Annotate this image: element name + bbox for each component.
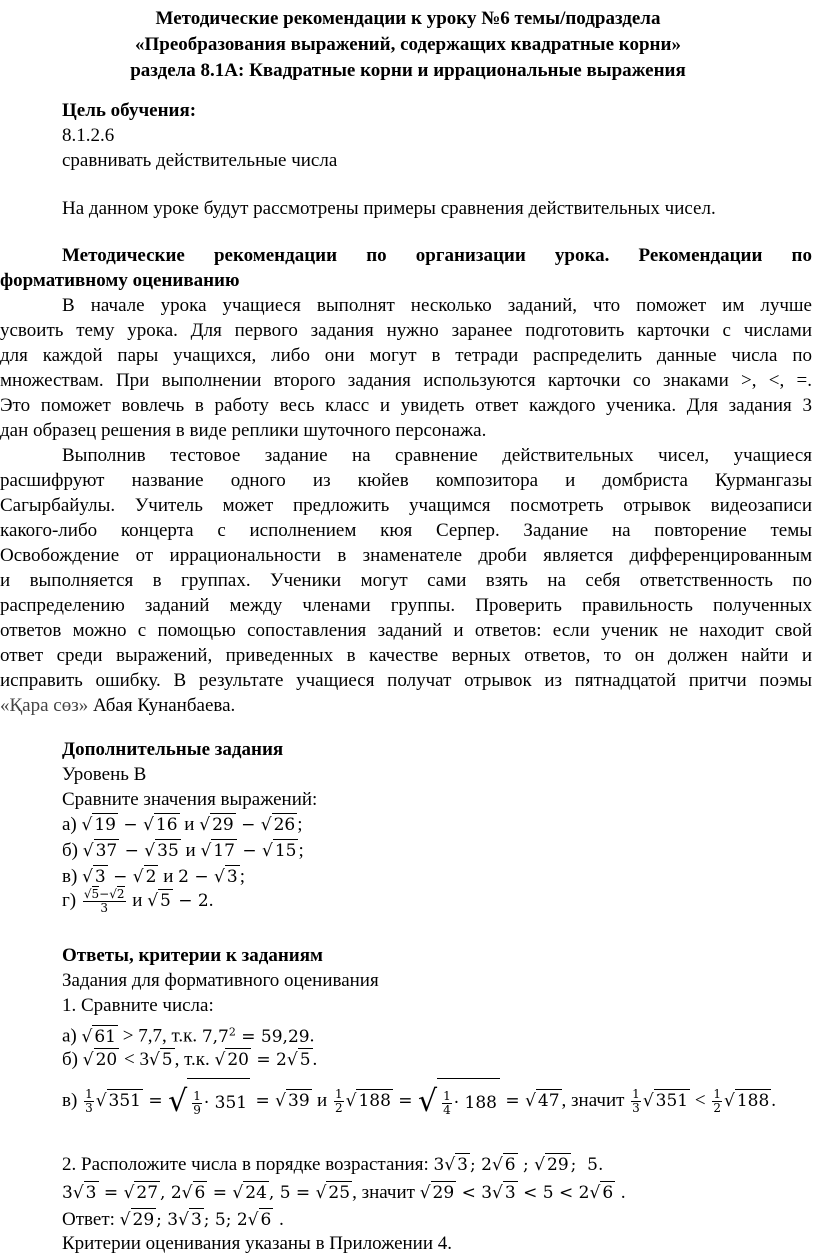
answers-heading: Ответы, критерии к заданиям <box>62 945 323 966</box>
sqrt-expr: √ 188 <box>723 1091 770 1111</box>
fraction: $\frac{1}{2}$ <box>334 1087 343 1115</box>
radicand: 37 <box>95 841 118 861</box>
number: 2 <box>178 867 189 887</box>
answers-q2: 2. Расположите числа в порядке возрастания: 3√ 3 ; 2√ 6 ; √ 29 ; 5. <box>62 1152 603 1179</box>
sqrt-expr: √ 37 <box>82 841 118 861</box>
paragraph-line: для каждой пары учащихся, либо они могут в тетради распределить данные числа по <box>0 345 812 366</box>
denominator: 3 <box>100 901 109 916</box>
extra-task-b: б) √ 37 − √ 35 и √ 17 − √ 15 ; <box>62 838 304 865</box>
paragraph-line: какого-либо концерта с исполнением кюя Серпер. Задание на повторение темы <box>0 520 812 541</box>
paragraph-line: В начале урока учащиеся выполнят несколько заданий, что поможет им лучше <box>62 295 812 316</box>
big-sqrt: √ $\frac{1}{4}$ · 188 <box>418 1078 500 1125</box>
item-label: г) <box>62 890 77 911</box>
intro-text: На данном уроке будут рассмотрены примеры сравнения действительных чисел. <box>62 198 716 219</box>
big-sqrt: √ $\frac{1}{9}$ · 351 <box>168 1078 250 1125</box>
item-label: б) <box>62 1049 78 1070</box>
sqrt-expr: √ 16 <box>143 815 178 835</box>
extra-task-g: г) $\frac{√5-√2}{3}$ и √ 5 − 2. <box>62 887 214 916</box>
text: , т.к. <box>174 1049 215 1070</box>
fraction: $\frac{1}{9}$ <box>193 1089 201 1117</box>
radicand: 47 <box>537 1091 560 1111</box>
fraction: $\frac{1}{4}$ <box>443 1089 451 1117</box>
paragraph-line: и выполняется в группах. Ученики могут сами взять на себя ответственность по <box>0 570 812 591</box>
compare-prompt: Сравните значения выражений: <box>62 789 318 810</box>
radicand: 29 <box>212 815 234 835</box>
fraction: $\frac{1}{3}$ <box>85 1087 93 1115</box>
sqrt-expr: √ 3 <box>492 1183 516 1203</box>
doc-title-line-3: раздела 8.1А: Квадратные корни и иррациональные выражения <box>130 60 686 81</box>
recommendations-heading-1: Методические рекомендации по организации урока. Рекомендации по <box>62 245 812 266</box>
fraction: $\frac{1}{2}$ <box>713 1087 721 1115</box>
sqrt-expr: √ 3 <box>178 1210 202 1230</box>
radicand: 35 <box>157 841 179 861</box>
text: 2. Расположите числа в порядке возрастания: <box>62 1154 434 1175</box>
sqrt-expr: √ 3 <box>214 867 238 887</box>
radicand: 3 <box>226 867 238 887</box>
answer-a <box>62 1019 314 1050</box>
goal-code: 8.1.2.6 <box>62 125 115 146</box>
item-label: б) <box>62 840 78 861</box>
sqrt-expr: √ 29 <box>534 1155 569 1175</box>
sqrt-expr: √ 351 <box>95 1091 141 1111</box>
text: , значит <box>561 1090 630 1111</box>
sqrt-expr: √ 5 <box>147 891 171 911</box>
radicand: 20 <box>95 1050 118 1070</box>
sqrt-expr: √ 17 <box>200 841 235 861</box>
fraction: $\frac{√5-√2}{3}$ <box>83 887 125 916</box>
sqrt-expr: √ 188 <box>345 1091 391 1111</box>
radicand: 5 <box>161 1050 173 1070</box>
sqrt-expr: √ 6 <box>247 1210 272 1230</box>
paragraph-line: множествам. При выполнении второго задания используются карточки со знаками >, <, =. <box>0 370 812 391</box>
kara-soz-quote: «Қара сөз» <box>0 695 89 716</box>
number: 351 <box>214 1093 248 1113</box>
number: = 59,29 <box>235 1026 310 1047</box>
sqrt-expr: √ 6 <box>491 1155 516 1175</box>
number: 188 <box>464 1093 497 1113</box>
fraction: $\frac{1}{3}$ <box>632 1087 640 1115</box>
sqrt-expr: √ 61 <box>81 1026 116 1047</box>
conjunction: и <box>184 814 195 835</box>
punct: . <box>771 1090 777 1111</box>
sqrt-expr: √ 39 <box>275 1091 310 1111</box>
radicand: 5 <box>160 891 171 911</box>
sqrt-expr: √ 47 <box>525 1091 560 1111</box>
conjunction: и <box>317 1090 328 1111</box>
radicand: 39 <box>288 1091 310 1111</box>
sqrt-expr: √ 19 <box>81 815 116 835</box>
criteria-note: Критерии оценивания указаны в Приложении 4. <box>62 1233 453 1254</box>
conjunction: и <box>163 866 174 887</box>
sqrt-expr: √ 351 <box>642 1091 689 1111</box>
radicand: 5 <box>91 887 100 902</box>
radicand: 2 <box>145 867 157 887</box>
sqrt-expr: √ 20 <box>82 1050 118 1070</box>
paragraph-line: ответ среди выражений, приведенных в качестве верных ответов, то он должен найти и <box>0 645 812 666</box>
radicand: 61 <box>94 1026 116 1047</box>
text: , значит <box>352 1182 420 1203</box>
conjunction: и <box>132 890 143 911</box>
paragraph-line-last <box>0 693 235 720</box>
conjunction: и <box>185 840 196 861</box>
paragraph-line: дан образец решения в виде реплики шуточного персонажа. <box>0 420 487 441</box>
paragraph-line: распределению заданий между членами группы. Проверить правильность полученных <box>0 595 812 616</box>
punct: ; <box>297 814 303 835</box>
radicand: 19 <box>94 815 116 835</box>
punct: ; <box>239 866 245 887</box>
paragraph-line: Это поможет вовлечь в работу весь класс и увидеть ответ каждого ученика. Для задания 3 <box>0 395 812 416</box>
paragraph-line: Освобождение от иррациональности в знаменателе дроби является дифференцированным <box>0 545 812 566</box>
punct: . <box>312 1049 318 1070</box>
goal-text: сравнивать действительные числа <box>62 150 338 171</box>
sqrt-expr: √ 20 <box>214 1050 249 1070</box>
paragraph-line: Сагырбайулы. Учитель может предложить учащимся посмотреть отрывок видеозаписи <box>0 495 812 516</box>
text: < 3 <box>119 1049 149 1070</box>
radicand: 17 <box>213 841 235 861</box>
extra-tasks-heading: Дополнительные задания <box>62 739 284 760</box>
radicand: 5 <box>299 1050 311 1070</box>
item-label: в) <box>62 866 78 887</box>
item-label: а) <box>62 1025 77 1047</box>
number: 2 <box>197 891 209 911</box>
recommendations-heading-2: формативному оцениванию <box>0 270 240 291</box>
punct: ; <box>298 840 304 861</box>
sqrt-expr: √ 3 <box>72 1183 97 1203</box>
number: = 2 <box>250 1050 287 1070</box>
doc-title-line-1: Методические рекомендации к уроку №6 темы/подраздела <box>155 8 661 29</box>
answer-label: Ответ: <box>62 1209 120 1230</box>
radicand: 3 <box>94 867 106 887</box>
item-label: а) <box>62 814 77 835</box>
level-label: Уровень В <box>62 764 147 785</box>
paragraph-line: ответов можно с помощью сопоставления заданий и ответов: если ученик не находит свой <box>0 620 812 641</box>
radicand: 16 <box>155 815 178 835</box>
sqrt-expr: √ 25 <box>315 1183 351 1203</box>
sqrt-expr: √ 5 <box>148 1050 173 1070</box>
paragraph-tail: Абая Кунанбаева. <box>88 695 236 716</box>
sqrt-expr: √ 15 <box>262 841 297 861</box>
doc-title-line-2: «Преобразования выражений, содержащих квадратные корни» <box>135 34 681 55</box>
answer-b <box>62 1047 317 1074</box>
radicand: 2 <box>116 887 125 902</box>
text: > 7,7, т.к. <box>118 1025 202 1047</box>
radicand: 351 <box>108 1091 141 1111</box>
extra-task-v: в) √ 3 − √ 2 и 2 − √ 3 ; <box>62 864 245 891</box>
item-label: в) <box>62 1090 78 1111</box>
radicand: 351 <box>655 1091 689 1111</box>
answers-q1: 1. Сравните числа: <box>62 995 214 1016</box>
punct: . <box>208 890 214 911</box>
sqrt-expr: √ 3 <box>82 867 106 887</box>
radicand: 20 <box>227 1050 249 1070</box>
goal-heading: Цель обучения: <box>62 100 197 121</box>
paragraph-line: усвоить тему урока. Для первого задания нужно заранее подготовить карточки с числами <box>0 320 812 341</box>
paragraph-line: Выполнив тестовое задание на сравнение действительных чисел, учащиеся <box>62 445 812 466</box>
answer-v: в) $\frac{1}{3}$ √ 351 = √ $\frac{1}{9}$ · 351 = √ 39 и $\frac{1}{2}$ √ 188 = √ $\frac{1}{4}$ · 188 = √ 47 , значит $\frac{1}{3}$ √ 351 < $\frac{1}{2}$ √ 188 . <box>62 1078 776 1125</box>
paragraph-line: расшифруют название одного из кюйев композитора и домбриста Курмангазы <box>0 470 812 491</box>
sqrt-expr: √ 6 <box>589 1183 614 1203</box>
sqrt-expr: √ 2 <box>132 867 157 887</box>
radicand: 26 <box>273 815 296 835</box>
answers-subheading: Задания для формативного оценивания <box>62 970 379 991</box>
sqrt-expr: √ 26 <box>260 815 296 835</box>
exponent: 2 <box>228 1025 236 1038</box>
extra-task-a: а) √ 19 − √ 16 и √ 29 − √ 26 ; <box>62 812 303 839</box>
radicand: 188 <box>358 1091 391 1111</box>
radicand: 15 <box>274 841 297 861</box>
sqrt-expr: √ 27 <box>123 1183 159 1203</box>
paragraph-line: исправить ошибку. В результате учащиеся получат отрывок из пятнадцатой притчи поэмы <box>0 670 812 691</box>
answers-q2-work: 3√ 3 = √ 27 , 2√ 6 = √ 24 , 5 = √ 25 , значит √ 29 < 3√ 3 < 5 < 2√ 6 . <box>62 1180 626 1207</box>
number: 7,7 <box>201 1026 229 1047</box>
sqrt-expr: √ 29 <box>199 815 234 835</box>
punct: . <box>309 1025 315 1047</box>
sqrt-expr: √ 35 <box>144 841 179 861</box>
sqrt-expr: √ 6 <box>181 1183 206 1203</box>
sqrt-expr: √ 24 <box>232 1183 267 1203</box>
radicand: 188 <box>736 1091 770 1111</box>
sqrt-expr: √ 29 <box>419 1183 455 1203</box>
answers-q2-answer: Ответ: √ 29 ; 3√ 3 ; 5; 2√ 6 . <box>62 1207 284 1234</box>
sqrt-expr: √ 5 <box>286 1050 311 1070</box>
sqrt-expr: √ 3 <box>444 1155 468 1175</box>
sqrt-expr: √ 29 <box>119 1210 155 1230</box>
text: < <box>690 1090 711 1111</box>
